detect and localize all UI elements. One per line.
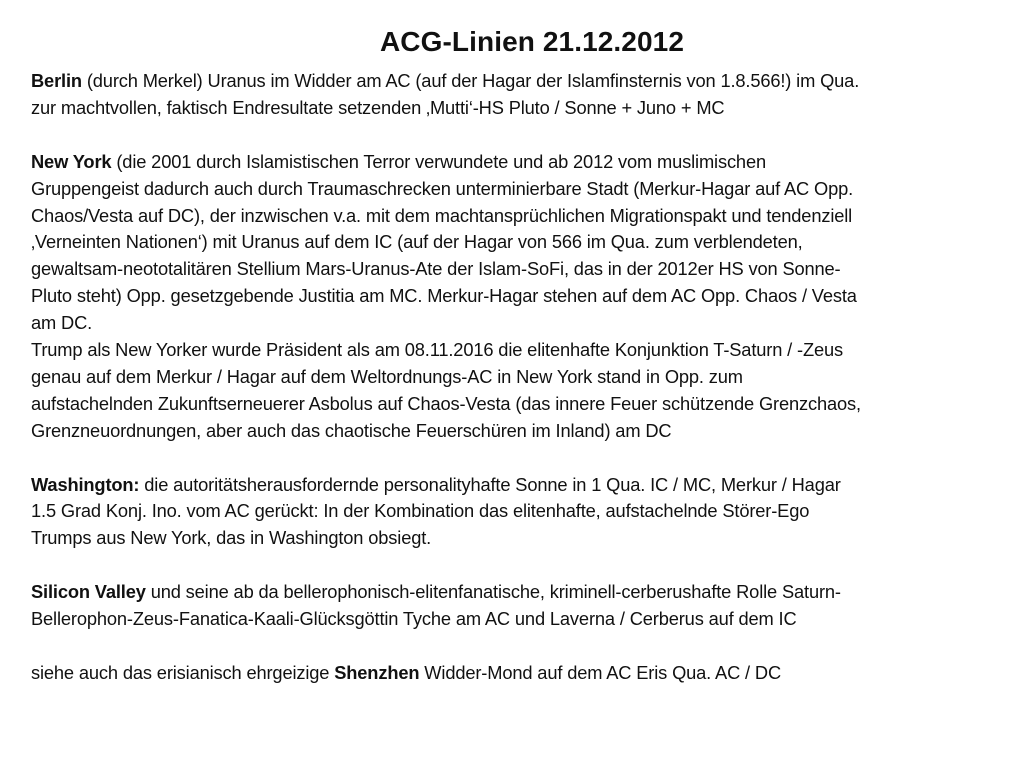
new-york-line: ‚Verneinten Nationen‘) mit Uranus auf dem IC (auf der Hagar von 566 im Qua. zum verblendeten, <box>31 231 803 253</box>
berlin-line-2: zur machtvollen, faktisch Endresultate setzenden ‚Mutti‘-HS Pluto / Sonne + Juno + MC <box>31 96 725 118</box>
new-york-line: am DC. <box>31 312 93 334</box>
shenzhen-label: Shenzhen <box>334 661 420 683</box>
trump-line: aufstachelnden Zukunftserneuerer Asbolus auf Chaos-Vesta (das innere Feuer schützende Grenzchaos, <box>31 392 861 414</box>
washington-label: Washington: <box>31 473 140 495</box>
washington-line: Trumps aus New York, das in Washington obsiegt. <box>31 527 432 549</box>
trump-line: Grenzneuordnungen, aber auch das chaotische Feuerschüren im Inland) am DC <box>31 419 672 441</box>
berlin-line-1-text: (durch Merkel) Uranus im Widder am AC (auf der Hagar der Islamfinsternis von 1.8.566!) im Qua. <box>81 70 860 91</box>
new-york-line-1-text: (die 2001 durch Islamistischen Terror verwundete und ab 2012 vom muslimischen <box>111 150 766 172</box>
washington-paragraph <box>31 472 996 553</box>
new-york-line-1 <box>31 149 996 176</box>
new-york-paragraph <box>31 149 996 337</box>
washington-line-1-text: die autoritätsherausfordernde personalityhafte Sonne in 1 Qua. IC / MC, Merkur / Hagar <box>139 473 841 495</box>
new-york-label: New York <box>31 150 112 172</box>
slide-body <box>31 68 996 687</box>
shenzhen-prefix: siehe auch das erisianisch ehrgeizige <box>31 661 335 683</box>
new-york-line: gewaltsam-neototalitären Stellium Mars-Uranus-Ate der Islam-SoFi, das in der 2012er HS von Sonne- <box>31 258 841 280</box>
washington-line-1 <box>31 472 996 499</box>
shenzhen-suffix: Widder-Mond auf dem AC Eris Qua. AC / DC <box>419 661 782 683</box>
paragraph-gap <box>31 552 996 579</box>
trump-line: Trump als New Yorker wurde Präsident als am 08.11.2016 die elitenhafte Konjunktion T-Saturn / -Zeus <box>31 339 843 361</box>
berlin-paragraph <box>31 68 996 122</box>
new-york-line: Gruppengeist dadurch auch durch Traumaschrecken unterminierbare Stadt (Merkur-Hagar auf AC Opp. <box>31 177 854 199</box>
trump-paragraph <box>31 337 996 445</box>
new-york-line: Pluto steht) Opp. gesetzgebende Justitia am MC. Merkur-Hagar stehen auf dem AC Opp. Chaos / Vesta <box>31 285 857 307</box>
silicon-valley-line-1 <box>31 579 996 606</box>
slide-title: ACG-Linien 21.12.2012 <box>379 26 684 57</box>
paragraph-gap <box>31 122 996 149</box>
berlin-line-1 <box>31 68 996 95</box>
paragraph-gap <box>31 445 996 472</box>
paragraph-gap <box>31 633 996 660</box>
silicon-valley-label: Silicon Valley <box>31 581 146 603</box>
new-york-line: Chaos/Vesta auf DC), der inzwischen v.a. mit dem machtansprüchlichen Migrationspakt und tendenziell <box>31 204 853 226</box>
silicon-valley-line-1-text: und seine ab da bellerophonisch-elitenfanatische, kriminell-cerberushafte Rolle Saturn- <box>145 581 841 603</box>
trump-line: genau auf dem Merkur / Hagar auf dem Weltordnungs-AC in New York stand in Opp. zum <box>31 365 743 387</box>
shenzhen-line <box>31 660 996 687</box>
berlin-label: Berlin <box>31 70 82 91</box>
washington-line: 1.5 Grad Konj. Ino. vom AC gerückt: In der Kombination das elitenhafte, aufstachelnde Störer-Ego <box>31 500 810 522</box>
silicon-valley-line-2: Bellerophon-Zeus-Fanatica-Kaali-Glücksgöttin Tyche am AC und Laverna / Cerberus auf dem IC <box>31 608 797 630</box>
shenzhen-paragraph <box>31 660 996 687</box>
silicon-valley-paragraph <box>31 579 996 633</box>
